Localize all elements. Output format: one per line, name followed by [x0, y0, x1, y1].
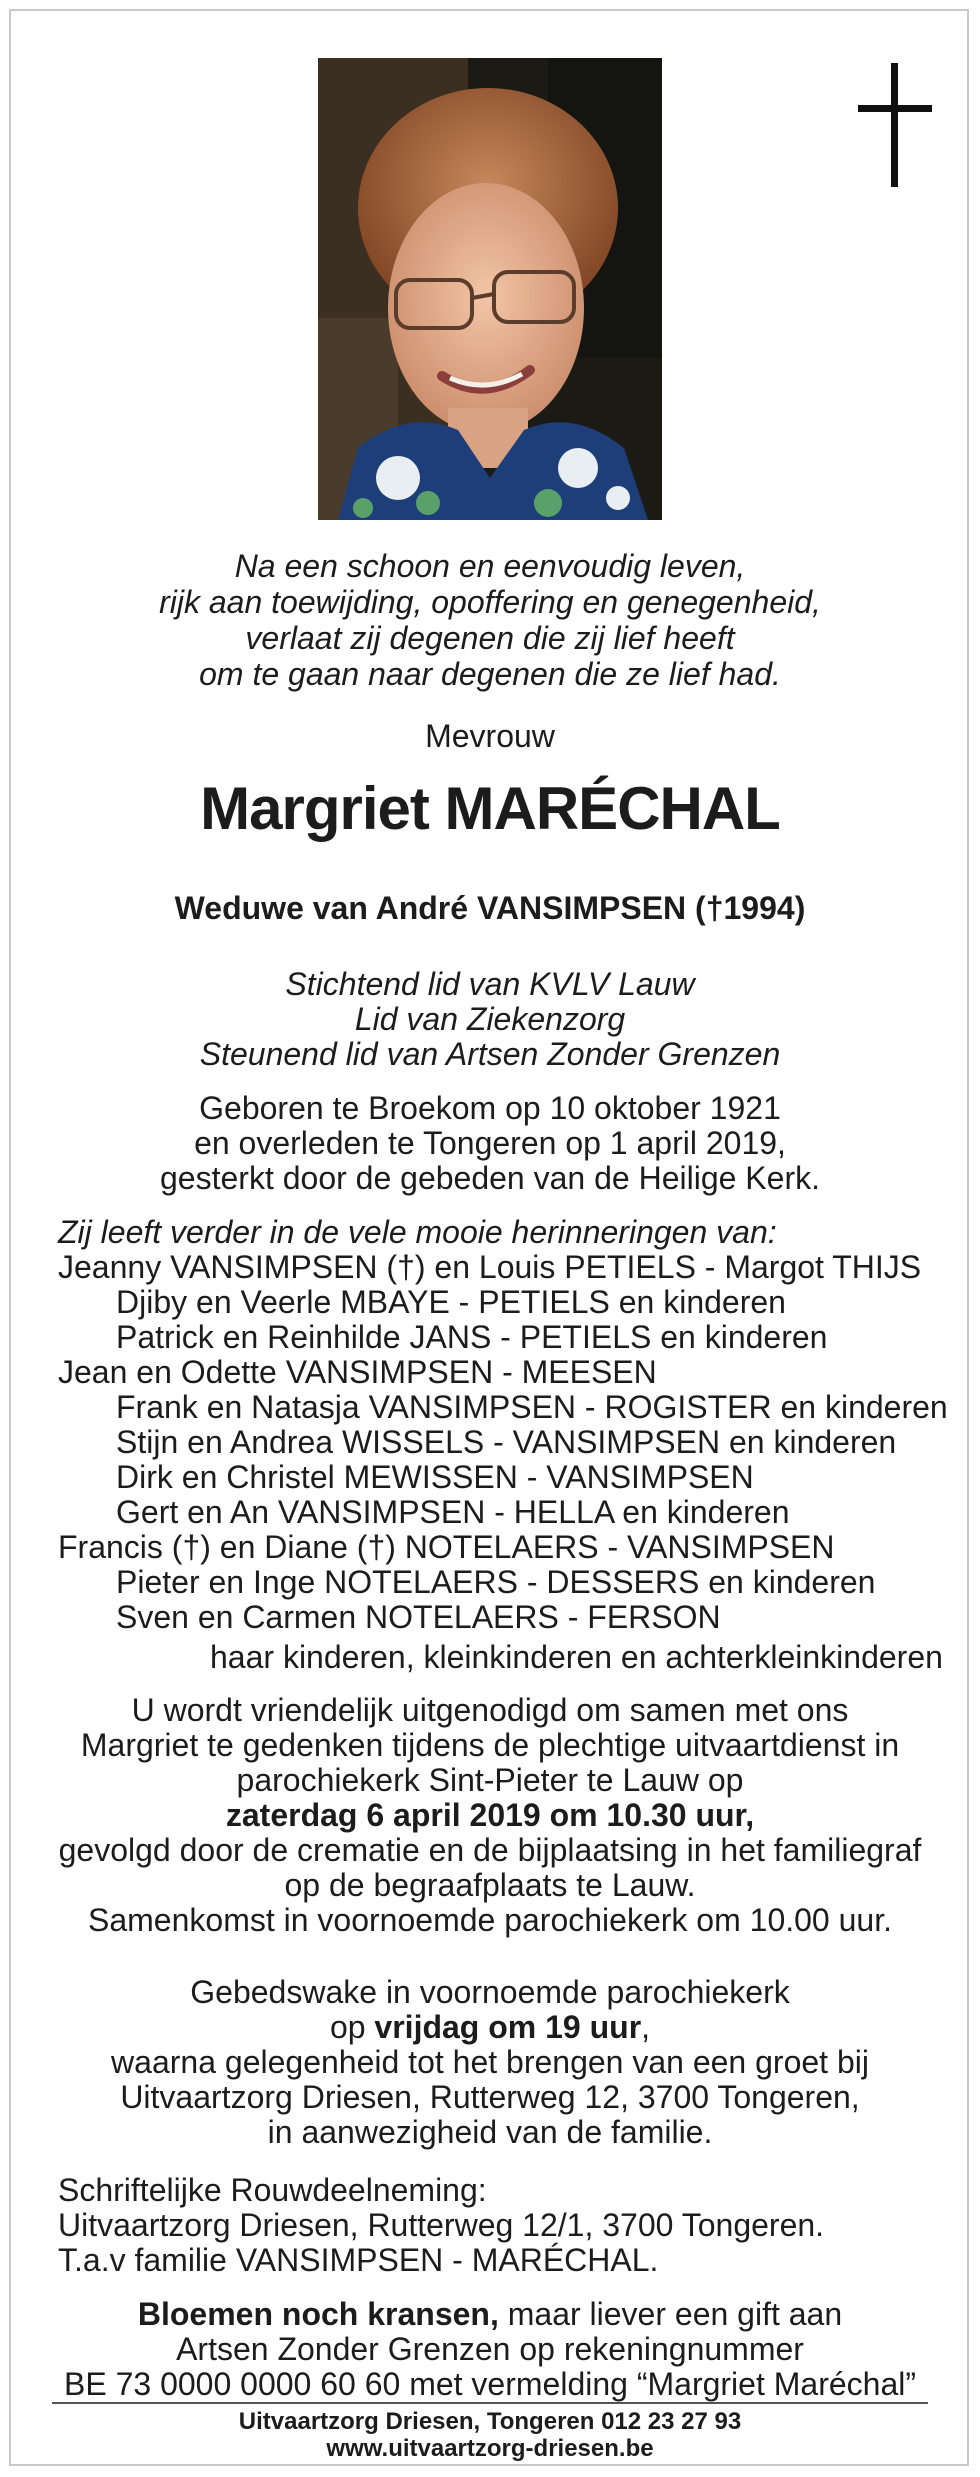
wake-line: Uitvaartzorg Driesen, Rutterweg 12, 3700 Tongeren, [120, 2079, 860, 2115]
family-line: Francis (†) en Diane (†) NOTELAERS - VANSIMPSEN [58, 1529, 835, 1565]
flowers-account-line: BE 73 0000 0000 60 60 met vermelding “Margriet Maréchal” [64, 2366, 916, 2402]
poem-line: rijk aan toewijding, opoffering en genegenheid, [159, 584, 821, 620]
wake-comma: , [641, 2009, 651, 2045]
family-line: Dirk en Christel MEWISSEN - VANSIMPSEN [116, 1459, 754, 1495]
family-line: Sven en Carmen NOTELAERS - FERSON [116, 1599, 721, 1635]
flowers-bold: Bloemen noch kransen, [137, 2296, 499, 2332]
cross-icon [858, 63, 932, 187]
family-line: Frank en Natasja VANSIMPSEN - ROGISTER en kinderen [116, 1389, 948, 1425]
service-line: op de begraafplaats te Lauw. [284, 1867, 696, 1903]
footer-website: www.uitvaartzorg-driesen.be [326, 2435, 654, 2462]
poem-line: verlaat zij degenen die zij lief heeft [245, 620, 735, 656]
family-line: Jean en Odette VANSIMPSEN - MEESEN [58, 1354, 657, 1390]
wake-line: in aanwezigheid van de familie. [267, 2114, 713, 2150]
honorific: Mevrouw [425, 718, 555, 754]
family-line: Stijn en Andrea WISSELS - VANSIMPSEN en kinderen [116, 1424, 897, 1460]
condolence-line: Uitvaartzorg Driesen, Rutterweg 12/1, 3700 Tongeren. [58, 2207, 825, 2243]
membership-line: Steunend lid van Artsen Zonder Grenzen [199, 1036, 781, 1072]
poem-line: Na een schoon en eenvoudig leven, [234, 548, 746, 584]
family-line: Gert en An VANSIMPSEN - HELLA en kinderen [116, 1494, 790, 1530]
condolence-line: T.a.v familie VANSIMPSEN - MARÉCHAL. [58, 2242, 659, 2278]
poem-line: om te gaan naar degenen die ze lief had. [199, 656, 781, 692]
remembered-intro: Zij leeft verder in de vele mooie herinneringen van: [58, 1214, 777, 1250]
service-line: U wordt vriendelijk uitgenodigd om samen met ons [131, 1692, 849, 1728]
widow-of: Weduwe van André VANSIMPSEN (†1994) [174, 890, 806, 926]
wake-op: op [329, 2009, 366, 2045]
wake-when: vrijdag om 19 uur [374, 2009, 642, 2045]
family-line: haar kinderen, kleinkinderen en achterkleinkinderen [210, 1639, 943, 1675]
flowers-line [0, 2296, 980, 2332]
service-line: Margriet te gedenken tijdens de plechtige uitvaartdienst in [80, 1727, 900, 1763]
flowers-rest: maar liever een gift aan [498, 2296, 843, 2332]
footer-divider [52, 2402, 928, 2404]
flowers-line: Artsen Zonder Grenzen op rekeningnummer [176, 2331, 804, 2367]
wake-line: Gebedswake in voornoemde parochiekerk [190, 1974, 790, 2010]
birth-death-line: en overleden te Tongeren op 1 april 2019, [194, 1125, 786, 1161]
family-line: Pieter en Inge NOTELAERS - DESSERS en kinderen [116, 1564, 876, 1600]
birth-death-line: gesterkt door de gebeden van de Heilige Kerk. [160, 1160, 820, 1196]
birth-death-line: Geboren te Broekom op 10 oktober 1921 [199, 1090, 781, 1126]
family-line: Patrick en Reinhilde JANS - PETIELS en kinderen [116, 1319, 828, 1355]
portrait-photo [318, 58, 662, 520]
condolence-line: Schriftelijke Rouwdeelneming: [58, 2172, 487, 2208]
family-line: Jeanny VANSIMPSEN (†) en Louis PETIELS - Margot THIJS [58, 1249, 922, 1285]
family-line: Djiby en Veerle MBAYE - PETIELS en kinderen [116, 1284, 786, 1320]
service-date-time: zaterdag 6 april 2019 om 10.30 uur, [225, 1797, 755, 1833]
service-line: parochiekerk Sint-Pieter te Lauw op [236, 1762, 744, 1798]
service-line: gevolgd door de crematie en de bijplaatsing in het familiegraf [58, 1832, 922, 1868]
wake-when-line [0, 2009, 980, 2045]
membership-line: Lid van Ziekenzorg [354, 1001, 626, 1037]
membership-line: Stichtend lid van KVLV Lauw [285, 966, 695, 1002]
deceased-name: Margriet MARÉCHAL [200, 775, 780, 842]
footer-contact: Uitvaartzorg Driesen, Tongeren 012 23 27 93 [238, 2408, 742, 2435]
service-line: Samenkomst in voornoemde parochiekerk om 10.00 uur. [88, 1902, 892, 1938]
wake-line: waarna gelegenheid tot het brengen van een groet bij [111, 2044, 869, 2080]
